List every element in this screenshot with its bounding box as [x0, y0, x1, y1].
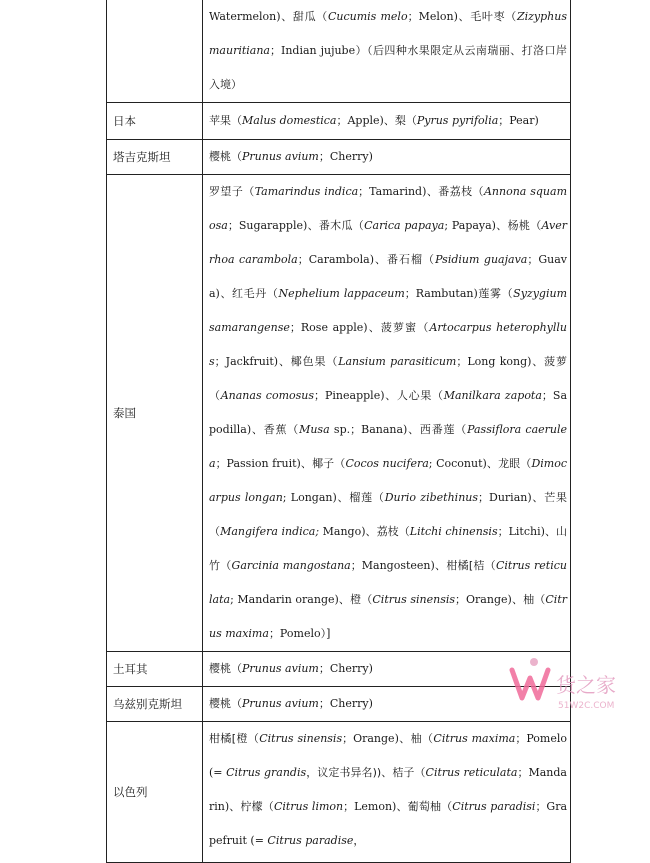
chinese-text: 柠檬（	[240, 800, 274, 813]
country-cell: 泰国	[107, 175, 203, 652]
watermark-url: 51W2C.COM	[558, 701, 615, 711]
chinese-text: 柚（	[410, 732, 434, 745]
chinese-text: 荔枝（	[376, 525, 410, 538]
english-text: Watermelon)、	[209, 10, 293, 23]
chinese-text: 桔子（	[392, 766, 426, 779]
chinese-text: 樱桃（	[209, 697, 242, 710]
scientific-name: Citrus sinensis	[372, 593, 456, 606]
chinese-text: 番石榴（	[387, 253, 436, 266]
country-cell: 土耳其	[107, 652, 203, 687]
table-row	[107, 722, 571, 863]
chinese-text: 柑橘[桔（	[446, 559, 496, 572]
table-row	[107, 103, 571, 140]
chinese-text: 甜瓜（	[292, 10, 328, 23]
chinese-text: 橙（	[350, 593, 373, 606]
chinese-text: 梨（	[394, 114, 417, 127]
chinese-text: 柑橘[橙（	[209, 732, 260, 745]
scientific-name: Pyrus pyrifolia	[416, 114, 499, 127]
chinese-text: 杨桃（	[507, 219, 542, 232]
english-text: ；Litchi)、	[497, 525, 557, 538]
scientific-name: Mangifera indica;	[220, 525, 320, 538]
fruit-import-table	[106, 0, 571, 863]
watermark-brand: 货之家	[556, 673, 616, 697]
english-text: ；Lemon)、	[343, 800, 408, 813]
chinese-text: 红毛丹（	[232, 287, 279, 300]
english-text: ；Pear)	[498, 114, 539, 127]
scientific-name: Averrhoa carambola	[209, 219, 567, 266]
country-cell: 乌兹别克斯坦	[107, 687, 203, 722]
english-text: ；Rose apple)、	[289, 321, 381, 334]
english-text: ；Mangosteen)、	[350, 559, 447, 572]
scientific-name: Citrus reticulata	[425, 766, 518, 779]
scientific-name: Prunus avium	[242, 697, 319, 710]
scientific-name: Lansium parasiticum	[338, 355, 457, 368]
scientific-name: Artocarpus heterophyllus	[209, 321, 567, 368]
english-text: ；Grapefruit (=	[209, 800, 568, 847]
english-text: ；Jackfruit)、	[214, 355, 291, 368]
chinese-text: ，	[353, 834, 365, 847]
english-text: ；Orange)、	[342, 732, 411, 745]
scientific-name: Prunus avium	[242, 662, 319, 675]
chinese-text: 樱桃（	[209, 662, 242, 675]
fruit-list-cell	[203, 175, 571, 652]
scientific-name: Dimocarpus longan	[209, 457, 567, 504]
scientific-name: Citrus paradisi	[452, 800, 536, 813]
chinese-text: 榴莲（	[349, 491, 385, 504]
scientific-name: Citrus sinensis	[259, 732, 343, 745]
table-row	[107, 0, 571, 103]
fruit-list-cell	[203, 687, 571, 722]
scientific-name: Musa	[299, 423, 330, 436]
chinese-text: 香蕉（	[263, 423, 300, 436]
english-text: ；Sugarapple)、	[227, 219, 319, 232]
chinese-text: 罗望子（	[209, 185, 255, 198]
english-text: ；Indian jujube	[270, 44, 356, 57]
chinese-text: 龙眼（	[498, 457, 532, 470]
fruit-list-cell	[203, 722, 571, 863]
english-text: ；Rambutan)	[404, 287, 478, 300]
table-row	[107, 140, 571, 175]
english-text: ；Long kong)、	[456, 355, 545, 368]
table-row	[107, 652, 571, 687]
scientific-name: Cucumis melo	[327, 10, 408, 23]
chinese-text: 葡萄柚（	[407, 800, 453, 813]
scientific-name: Psidium guajava	[435, 253, 528, 266]
english-text: ；Cherry)	[318, 697, 373, 710]
english-text: ；Durian)、	[478, 491, 545, 504]
scientific-name: Citrus maxima	[209, 593, 568, 640]
english-text: ；Pomelo）]	[268, 627, 331, 640]
chinese-text: 椰子（	[312, 457, 346, 470]
scientific-name: Cocos nucifera	[345, 457, 429, 470]
english-text: Mango)、	[319, 525, 377, 538]
chinese-text: 苹果（	[209, 114, 242, 127]
scientific-name: Zizyphus mauritiana	[209, 10, 567, 57]
english-text: ；Sapodilla)、	[209, 389, 568, 436]
scientific-name: Carica papaya	[364, 219, 445, 232]
chinese-text: 芒果（	[209, 491, 568, 538]
table-row	[107, 175, 571, 652]
english-text: ；Cherry)	[318, 150, 373, 163]
scientific-name: Manilkara zapota	[443, 389, 542, 402]
chinese-text: 莲雾（	[477, 287, 514, 300]
country-cell: 塔吉克斯坦	[107, 140, 203, 175]
fruit-list-cell	[203, 140, 571, 175]
english-text: ; Papaya)、	[444, 219, 508, 232]
scientific-name: Litchi chinensis	[409, 525, 498, 538]
chinese-text: 番木瓜（	[318, 219, 365, 232]
table-row	[107, 687, 571, 722]
chinese-text: 菠萝蜜（	[380, 321, 430, 334]
english-text: ; Longan)、	[282, 491, 350, 504]
country-cell: 以色列	[107, 722, 203, 863]
scientific-name: Garcinia mangostana	[231, 559, 351, 572]
chinese-text: 柚（	[523, 593, 546, 606]
english-text: ；Guava)、	[209, 253, 568, 300]
scientific-name: Prunus avium	[242, 150, 319, 163]
chinese-text: 樱桃（	[209, 150, 242, 163]
scientific-name: Tamarindus indica	[254, 185, 359, 198]
english-text: ；Pomelo (=	[209, 732, 568, 779]
chinese-text: 西番莲（	[419, 423, 468, 436]
chinese-text: ）（后四种水果限定从云南瑞丽、打洛口岸入境）	[209, 44, 568, 91]
scientific-name: Citrus maxima	[433, 732, 516, 745]
scientific-name: Annona squamosa	[209, 185, 568, 232]
scientific-name: Citrus grandis	[226, 766, 307, 779]
english-text: ；Cherry)	[318, 662, 373, 675]
fruit-list-cell	[203, 652, 571, 687]
chinese-text: 番荔枝（	[438, 185, 484, 198]
scientific-name: Durio zibethinus	[384, 491, 479, 504]
scientific-name: Citrus paradise	[267, 834, 354, 847]
fruit-list-cell	[203, 0, 571, 103]
scientific-name: Malus domestica	[242, 114, 337, 127]
scientific-name: Syzygium samarangense	[209, 287, 568, 334]
fruit-list-cell	[203, 103, 571, 140]
english-text: ；Mandarin)、	[209, 766, 567, 813]
chinese-text: 毛叶枣（	[470, 10, 517, 23]
country-cell: 日本	[107, 103, 203, 140]
english-text: ；Tamarind)、	[358, 185, 439, 198]
english-text: ；Pineapple)、	[314, 389, 397, 402]
chinese-text: 山竹（	[209, 525, 568, 572]
scientific-name: Citrus reticulata	[209, 559, 567, 606]
chinese-text: 椰色果（	[290, 355, 339, 368]
scientific-name: Ananas comosus	[220, 389, 315, 402]
chinese-text: 菠萝（	[209, 355, 568, 402]
chinese-text: 人心果（	[396, 389, 444, 402]
english-text: ；Orange)、	[455, 593, 524, 606]
chinese-text: ，议定书异名))、	[306, 766, 393, 779]
english-text: ; Coconut)、	[428, 457, 499, 470]
english-text: ；Apple)、	[336, 114, 395, 127]
table-body	[107, 0, 571, 863]
english-text: ；Passion fruit)、	[215, 457, 313, 470]
english-text: sp.；Banana)、	[329, 423, 420, 436]
scientific-name: Nephelium lappaceum	[278, 287, 405, 300]
english-text: ；Melon)、	[407, 10, 471, 23]
scientific-name: Passiflora caerulea	[209, 423, 568, 470]
english-text: ; Mandarin orange)、	[230, 593, 351, 606]
english-text: ；Carambola)、	[297, 253, 388, 266]
scientific-name: Citrus limon	[273, 800, 344, 813]
country-cell	[107, 0, 203, 103]
